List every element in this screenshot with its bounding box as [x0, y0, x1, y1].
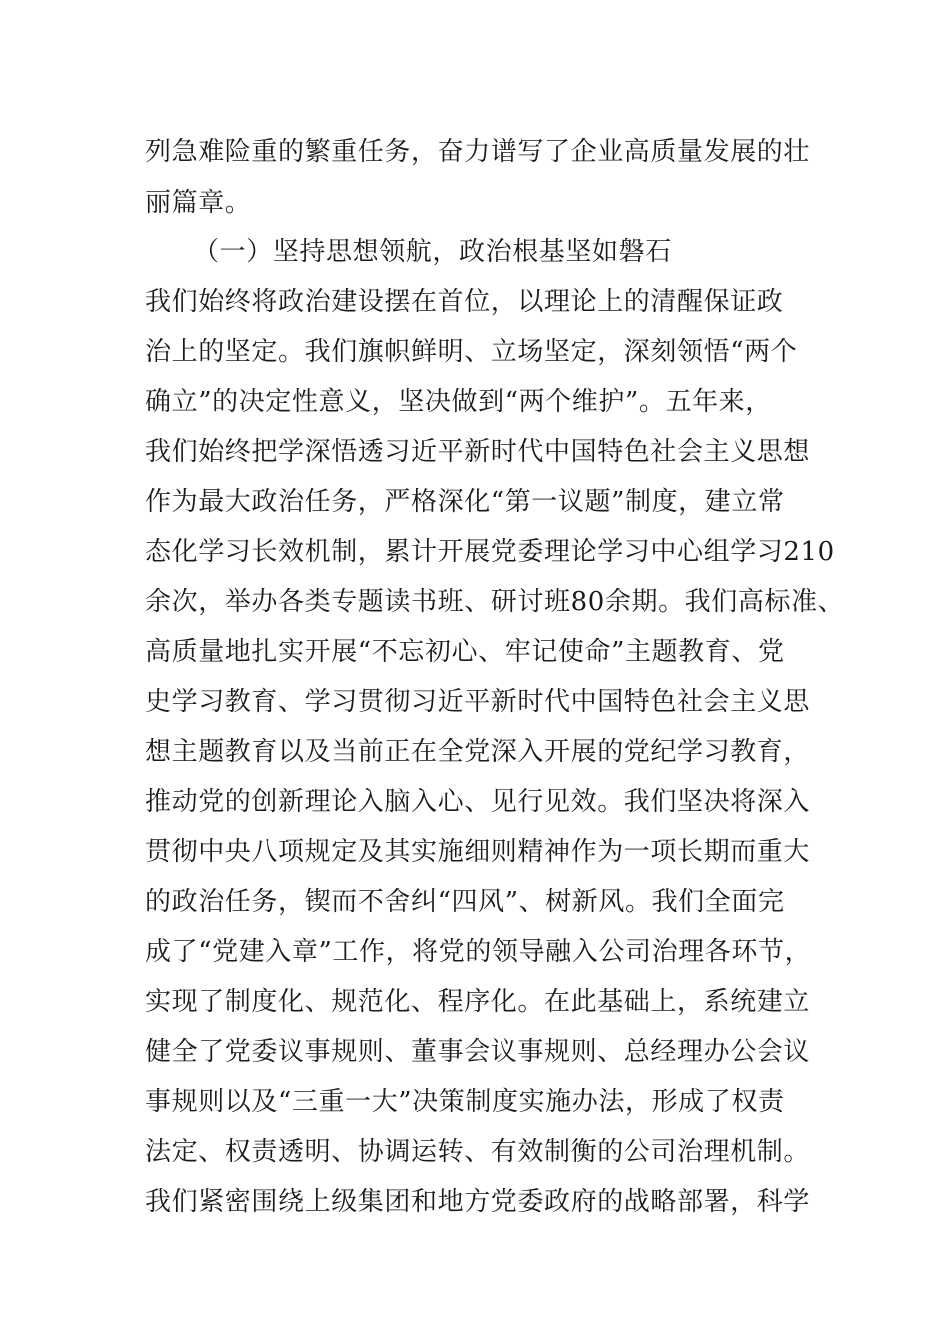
section-heading: （一）坚持思想领航，政治根基坚如磐石: [193, 237, 672, 267]
text-line: 健全了党委议事规则、董事会议事规则、总经理办公会议: [145, 1037, 811, 1067]
paragraph-first-line: 我们始终将政治建设摆在首位，以理论上的清醒保证政: [145, 287, 784, 317]
text-line: 态化学习长效机制，累计开展党委理论学习中心组学习210: [145, 537, 835, 567]
text-line: 想主题教育以及当前正在全党深入开展的党纪学习教育，: [145, 737, 811, 767]
text-line: 史学习教育、学习贯彻习近平新时代中国特色社会主义思: [145, 687, 811, 717]
text-line: 确立”的决定性意义，坚决做到“两个维护”。五年来，: [145, 387, 772, 417]
text-line: 的政治任务，锲而不舍纠“四风”、树新风。我们全面完: [145, 887, 785, 917]
text-line: 推动党的创新理论入脑入心、见行见效。我们坚决将深入: [145, 787, 811, 817]
text-line: 实现了制度化、规范化、程序化。在此基础上，系统建立: [145, 987, 811, 1017]
text-line: 事规则以及“三重一大”决策制度实施办法，形成了权责: [145, 1087, 785, 1117]
text-line: 我们始终把学深悟透习近平新时代中国特色社会主义思想: [145, 437, 811, 467]
text-line: 贯彻中央八项规定及其实施细则精神作为一项长期而重大: [145, 837, 811, 867]
text-line: 我们紧密围绕上级集团和地方党委政府的战略部署，科学: [145, 1187, 811, 1217]
text-line: 法定、权责透明、协调运转、有效制衡的公司治理机制。: [145, 1137, 811, 1167]
text-line: 丽篇章。: [145, 188, 252, 218]
text-line: 成了“党建入章”工作，将党的领导融入公司治理各环节，: [145, 937, 812, 967]
text-line: 余次，举办各类专题读书班、研讨班80余期。我们高标准、: [145, 587, 845, 617]
text-line: 列急难险重的繁重任务，奋力谱写了企业高质量发展的壮: [145, 137, 811, 167]
text-line: 高质量地扎实开展“不忘初心、牢记使命”主题教育、党: [145, 637, 785, 667]
text-line: 治上的坚定。我们旗帜鲜明、立场坚定，深刻领悟“两个: [145, 337, 798, 367]
text-line: 作为最大政治任务，严格深化“第一议题”制度，建立常: [145, 487, 785, 517]
